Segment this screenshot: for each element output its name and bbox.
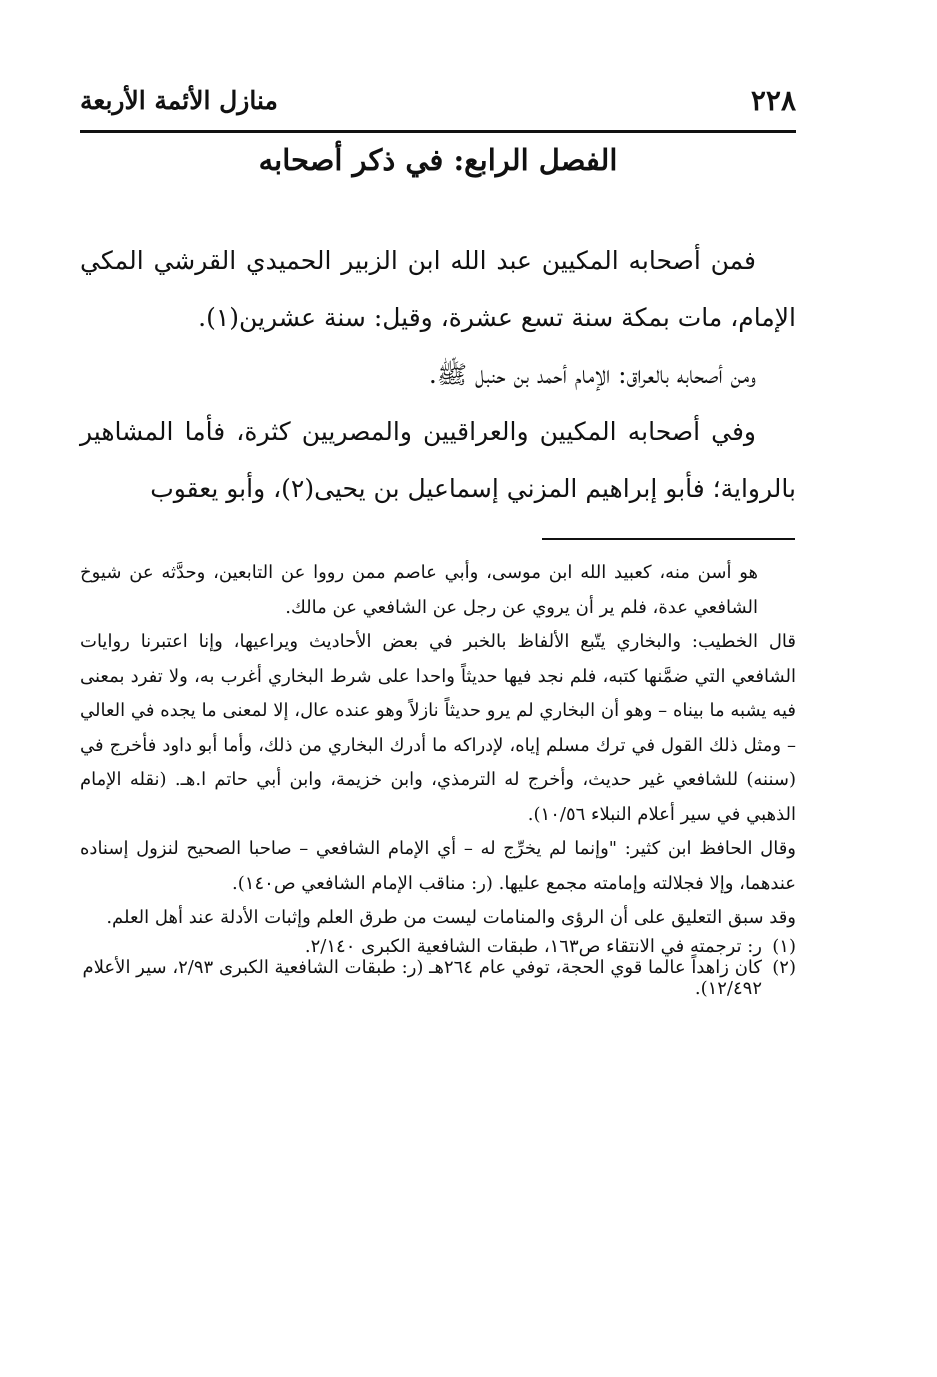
running-title: منازل الأئمة الأربعة [80,86,278,115]
chapter-title: الفصل الرابع: في ذكر أصحابه [258,143,618,177]
footnote-continuation: هو أسن منه، كعبيد الله ابن موسى، وأبي عاصم ممن رووا عن التابعين، وحدَّثه عن شيوخ الشافعي عدة، فلم ير أن يروي عن رجل عن الشافعي عن مالك. [80,562,758,618]
footnote-number: (١) [772,935,796,957]
body-paragraph: وفي أصحابه المكيين والعراقيين والمصريين كثرة، فأما المشاهير بالرواية؛ فأبو إبراهيم المزني إسماعيل بن يحيى(٢)، وأبو يعقوب [80,417,796,503]
body-paragraph: فمن أصحابه المكيين عبد الله ابن الزبير الحميدي القرشي المكي الإمام، مات بمكة سنة تسع عشرة، وقيل: سنة عشرين(١). [80,246,796,332]
body-paragraph: ومن أصحابه بالعراق: الإمام أحمد بن حنبل ﷺ. [428,360,756,389]
footnote-number: (٢) [772,956,796,978]
footnote-separator [542,538,795,540]
footnote-text: ر: ترجمته في الانتقاء ص١٦٣، طبقات الشافعية الكبرى ٢/١٤٠. [304,935,762,957]
footnote-continuation: قال الخطيب: والبخاري يتّبع الألفاظ بالخبر في بعض الأحاديث ويراعيها، وإنا اعتبرنا روايات الشافعي التي ضمَّنها كتبه، فلم نجد فيها حديثاً واحدا على شرط البخاري أغرب به، ولا تفرد بمعنى فيه يشبه ما بيناه – وهو أن البخاري لم يرو حديثاً نازلاً وهو عنده عال، إلا لمعنى ما يجده في العالي – ومثل ذلك القول في ترك مسلم إياه، لإدراكه ما أدرك البخاري من ذلك، وأما أبو داود فأخرج في (سننه) للشافعي غير حديث، وأخرج له الترمذي، وابن خزيمة، وابن أبي حاتم ا.هـ. (نقله الإمام الذهبي في سير أعلام النبلاء ١٠/٥٦). [80,631,796,825]
footnotes [80,556,796,999]
footnote-text: كان زاهداً عالما قوي الحجة، توفي عام ٢٦٤هـ (ر: طبقات الشافعية الكبرى ٢/٩٣، سير الأعلام ١٢/٤٩٢). [82,956,762,999]
footnote-continuation: وقال الحافظ ابن كثير: "وإنما لم يخرِّج له – أي الإمام الشافعي – صاحبا الصحيح لنزول إسناده عندهما، وإلا فجلالته وإمامته مجمع عليها. (ر: مناقب الإمام الشافعي ص١٤٠). [80,838,796,894]
header-rule [80,130,796,133]
page-number: ٢٢٨ [750,84,796,117]
page-header [80,84,796,124]
footnote-2 [80,957,796,999]
body-text [80,232,796,517]
footnote-1 [80,936,796,957]
footnote-continuation: وقد سبق التعليق على أن الرؤى والمنامات ليست من طرق العلم وإثبات الأدلة عند أهل العلم. [106,907,796,928]
